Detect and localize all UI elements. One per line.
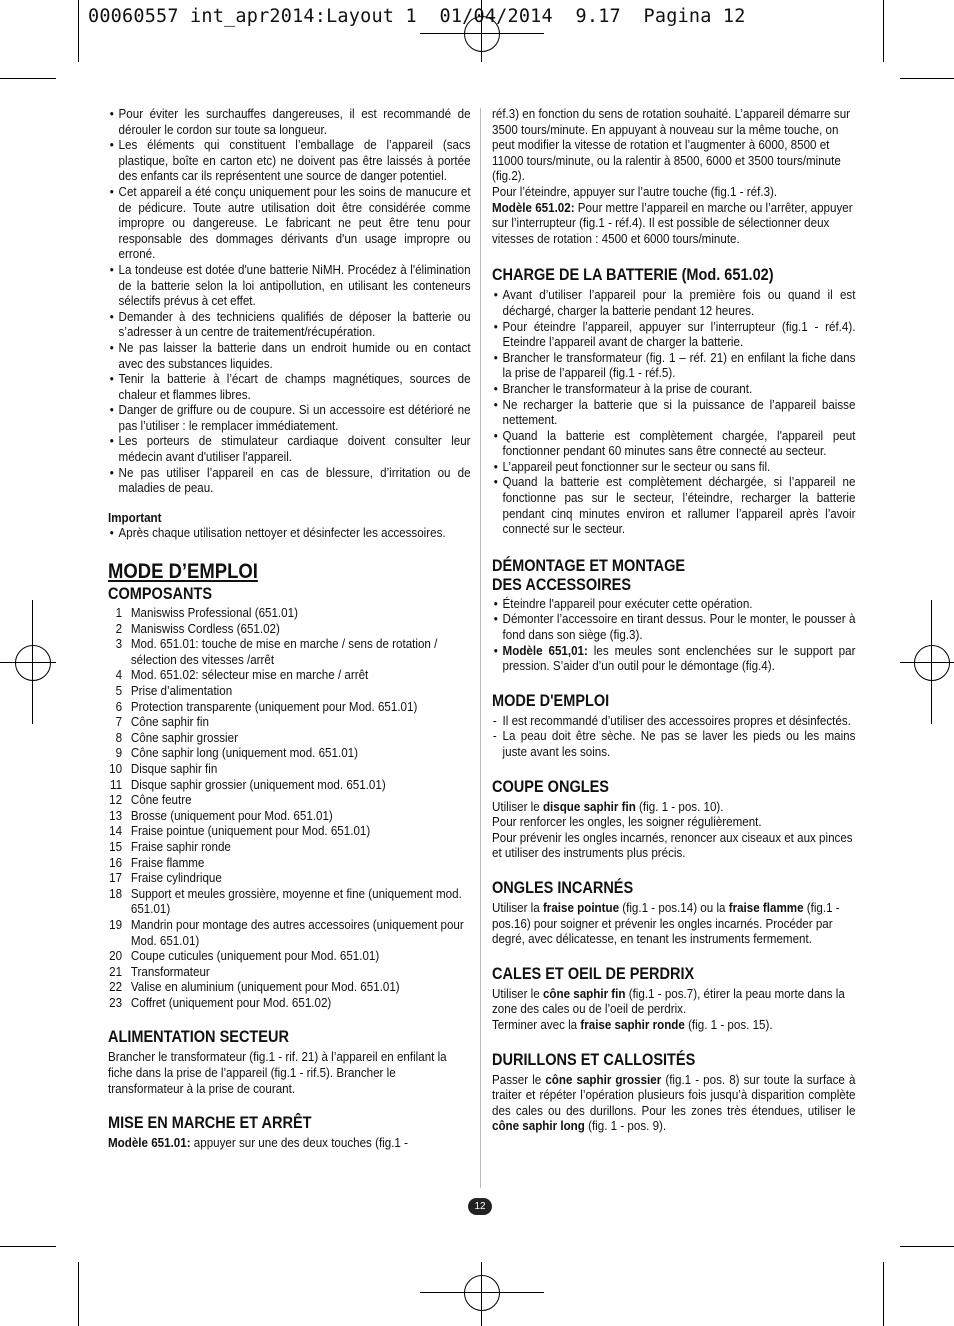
component-item — [108, 745, 471, 761]
crop-mark — [78, 0, 79, 62]
section-title-alimentation: ALIMENTATION SECTEUR — [108, 1028, 289, 1047]
component-number: 10 — [109, 760, 123, 776]
charge-item: • Quand la batterie est complètement déchargée, si l’appareil ne fonctionne pas sur le secteur, l’éteindre, recharger la batterie pendant cinq minutes environ et rallumer l’appareil après l’avoir connecté sur le secteur. — [492, 474, 855, 536]
component-label: Valise en aluminium (uniquement pour Mod. 651.01) — [130, 979, 400, 995]
coupe-text — [492, 799, 855, 815]
component-item — [108, 808, 471, 824]
safety-item: • La tondeuse est dotée d'une batterie NiMH. Procédez à l'élimination de la batterie selon la loi antipollution, en utilisant les conteneurs sélectifs prévus à cet effet. — [108, 262, 471, 309]
component-label: Brosse (uniquement pour Mod. 651.01) — [130, 807, 333, 823]
demontage-item — [492, 643, 855, 674]
component-item — [108, 730, 471, 746]
component-number: 20 — [109, 948, 123, 964]
demontage-text: les meules sont enclenchées sur le support par pression. S’aider d’un outil pour le démontage (fig.4). — [502, 642, 856, 674]
component-number: 13 — [109, 807, 123, 823]
alimentation-text: Brancher le transformateur (fig.1 - rif. 21) à l’appareil en enfilant la fiche dans la prise de l’appareil (fig.1 - rif.5). Brancher le transformateur à la prise de courant. — [108, 1049, 447, 1096]
component-number: 7 — [115, 714, 123, 730]
safety-item: • Demander à des techniciens qualifiés de déposer la batterie ou s’adresser à un centre de traitement/récupération. — [108, 309, 471, 340]
component-label: Support et meules grossière, moyenne et fine (uniquement mod. 651.01) — [130, 885, 462, 917]
component-number: 16 — [109, 854, 123, 870]
section-title-demontage: DÉMONTAGE ET MONTAGE — [492, 556, 686, 575]
component-item — [108, 621, 471, 637]
component-number: 17 — [109, 870, 123, 886]
section-title-coupe-ongles: COUPE ONGLES — [492, 777, 609, 796]
text-run: (fig. 1 - pos. 15). — [684, 1016, 773, 1032]
mode-item: - La peau doit être sèche. Ne pas se laver les pieds ou les mains juste avant les soins. — [492, 728, 855, 759]
crop-mark — [0, 78, 56, 79]
component-number: 4 — [115, 667, 123, 683]
component-label: Fraise cylindrique — [130, 870, 222, 886]
mise-en-marche-continued: réf.3) en fonction du sens de rotation souhaité. L’appareil démarre sur 3500 tours/minute. En appuyant à nouveau sur la même touche, on peut modifier la vitesse de rotation et l’augmenter à 6000, 8500 et 11000 tours/minute, ou la ralentir à 8500, 6000 et 3500 tours/minute (fig.2). — [492, 106, 851, 184]
component-label: Disque saphir fin — [130, 760, 218, 776]
text-run: (fig.1 - pos.16) pour soigner et prévenir les ongles incarnés. Procéder par degré, avec délicatesse, en tenant les instruments fermement. — [492, 899, 840, 947]
component-number: 12 — [109, 792, 123, 808]
safety-list — [108, 106, 471, 496]
section-title-charge: CHARGE DE LA BATTERIE (Mod. 651.02) — [492, 266, 774, 285]
component-item — [108, 948, 471, 964]
accessory-name: disque saphir fin — [542, 798, 636, 814]
safety-item: • Les porteurs de stimulateur cardiaque doivent consulter leur médecin avant d'utiliser l'appareil. — [108, 433, 471, 464]
accessory-name: fraise saphir ronde — [580, 1016, 685, 1032]
component-number: 15 — [109, 838, 123, 854]
component-item — [108, 886, 471, 917]
registration-circle — [15, 645, 51, 681]
component-number: 1 — [115, 605, 123, 621]
component-item — [108, 761, 471, 777]
mise-en-marche-text — [108, 1135, 471, 1151]
component-item — [108, 823, 471, 839]
component-item — [108, 917, 471, 948]
component-number: 21 — [109, 963, 123, 979]
component-number: 3 — [115, 636, 123, 652]
component-number: 23 — [109, 994, 123, 1010]
charge-item: • Pour éteindre l’appareil, appuyer sur l’interrupteur (fig.1 - réf.4). Eteindre l’appareil avant de charger la batterie. — [492, 319, 855, 350]
component-label: Transformateur — [130, 963, 210, 979]
page-number: 12 — [468, 1198, 492, 1215]
component-number: 2 — [115, 620, 123, 636]
component-item — [108, 979, 471, 995]
safety-item: • Ne pas utiliser l’appareil en cas de blessure, d’irritation ou de maladies de peau. — [108, 465, 471, 496]
component-item — [108, 855, 471, 871]
coupe-text-2: Pour renforcer les ongles, les soigner régulièrement. — [492, 814, 762, 830]
accessory-name: fraise pointue — [542, 899, 620, 915]
charge-item: • L’appareil peut fonctionner sur le secteur ou sans fil. — [492, 459, 855, 475]
safety-item: • Cet appareil a été conçu uniquement pour les soins de manucure et de pédicure. Toute autre utilisation doit être considérée comme impropre ou dangereuse. Le fabricant ne peut être tenu pour responsable des dommages dérivants d'un usage impropre ou erroné. — [108, 184, 471, 262]
print-slug: 00060557 int_apr2014:Layout 1 01/04/2014 9.17 Pagina 12 — [88, 6, 746, 27]
charge-item: • Quand la batterie est complètement chargée, l'appareil peut fonctionner pendant 60 minutes sans être connecté au secteur. — [492, 428, 855, 459]
durillons-text — [492, 1072, 855, 1134]
model-label: Modèle 651,01: — [502, 642, 588, 658]
component-label: Maniswiss Cordless (651.02) — [130, 620, 280, 636]
section-title-mise-en-marche: MISE EN MARCHE ET ARRÊT — [108, 1114, 312, 1133]
left-column — [108, 106, 471, 1151]
demontage-item: • Démonter l’accessoire en tirant dessus. Pour le monter, le pousser à fond dans son siège (fig.3). — [492, 611, 855, 642]
component-item — [108, 683, 471, 699]
model-label: Modèle 651.01: — [108, 1135, 191, 1151]
mise-off-text: Pour l’éteindre, appuyer sur l’autre touche (fig.1 - réf.3). — [492, 183, 778, 199]
demontage-item: • Éteindre l'appareil pour exécuter cette opération. — [492, 596, 855, 612]
component-label: Mandrin pour montage des autres accessoires (uniquement pour Mod. 651.01) — [130, 916, 464, 948]
section-title-durillons: DURILLONS ET CALLOSITÉS — [492, 1050, 696, 1069]
component-label: Disque saphir grossier (uniquement mod. 651.01) — [130, 776, 386, 792]
section-title-ongles-incarnes: ONGLES INCARNÉS — [492, 878, 634, 897]
component-label: Fraise pointue (uniquement pour Mod. 651.01) — [130, 823, 371, 839]
cales-text-2 — [492, 1017, 855, 1033]
accessory-name: fraise flamme — [728, 899, 804, 915]
component-number: 11 — [110, 776, 123, 792]
component-number: 18 — [109, 885, 123, 901]
component-label: Cône saphir grossier — [130, 729, 238, 745]
model-text: Pour mettre l’appareil en marche ou l’arrêter, appuyer sur l’interrupteur (fig.1 - réf.4). Il est possible de sélectionner deux vitesses de rotation : 4500 et 6000 tours/minute. — [492, 199, 853, 246]
section-title-mode: MODE D’EMPLOI — [108, 560, 258, 584]
crop-mark — [883, 0, 884, 62]
section-title-mode-emploi: MODE D'EMPLOI — [492, 691, 610, 710]
component-label: Prise d’alimentation — [130, 683, 233, 698]
crop-mark — [900, 78, 954, 79]
component-number: 9 — [115, 745, 123, 761]
component-label: Coffret (uniquement pour Mod. 651.02) — [130, 994, 332, 1010]
section-title-components: COMPOSANTS — [108, 585, 213, 604]
model-label: Modèle 651.02: — [492, 199, 575, 215]
text-run: Terminer avec la — [492, 1016, 581, 1032]
component-item — [108, 995, 471, 1011]
component-label: Fraise flamme — [130, 854, 205, 870]
registration-circle — [914, 645, 950, 681]
crop-mark — [900, 1246, 954, 1247]
safety-item: • Tenir la batterie à l’écart de champs magnétiques, sources de chaleur et flammes libres. — [108, 371, 471, 402]
component-label: Cône saphir long (uniquement mod. 651.01) — [130, 745, 358, 761]
text-run: Utiliser le — [492, 798, 543, 814]
text-run: Utiliser la — [492, 899, 543, 915]
component-item — [108, 870, 471, 886]
accessory-name: cône saphir grossier — [545, 1071, 662, 1087]
incarnes-text — [492, 900, 855, 947]
text-run: (fig.1 - pos. 8) sur toute la surface à traiter et répéter l’opération plusieurs fois jusqu’à disparition complète des cales ou des durillons. Pour les zones très étendues, utiliser le — [492, 1071, 856, 1118]
coupe-text-3: Pour prévenir les ongles incarnés, renoncer aux ciseaux et aux pinces et utiliser des instruments plus précis. — [492, 829, 853, 861]
component-label: Cône feutre — [130, 792, 192, 808]
accessory-name: cône saphir long — [492, 1118, 585, 1134]
component-label: Cône saphir fin — [130, 714, 209, 730]
charge-item: • Brancher le transformateur à la prise de courant. — [492, 381, 855, 397]
charge-item: • Ne recharger la batterie que si la puissance de l’appareil baisse nettement. — [492, 397, 855, 428]
text-run: Passer le — [492, 1071, 546, 1087]
text-run: Utiliser le — [492, 985, 543, 1001]
text-run: (fig.1 - pos.14) ou la — [619, 899, 729, 915]
component-item — [108, 964, 471, 980]
component-item — [108, 605, 471, 621]
safety-item: • Danger de griffure ou de coupure. Si un accessoire est détérioré ne pas l’utiliser : le remplacer immédiatement. — [108, 402, 471, 433]
component-number: 8 — [115, 729, 123, 745]
component-label: Coupe cuticules (uniquement pour Mod. 651.01) — [130, 948, 380, 964]
component-item — [108, 636, 471, 667]
component-number: 14 — [109, 823, 123, 839]
text-run: (fig.1 - pos.7), étirer la peau morte dans la zone des cales ou de l’oeil de perdrix. — [492, 985, 845, 1017]
cales-text — [492, 986, 855, 1017]
mode-item: - Il est recommandé d’utiliser des accessoires propres et désinfectés. — [492, 713, 855, 729]
model-651-02-text — [492, 200, 855, 247]
component-label: Fraise saphir ronde — [130, 838, 231, 854]
important-label: Important — [108, 509, 162, 525]
charge-item: • Brancher le transformateur (fig. 1 – réf. 21) en enfilant la fiche dans la prise de l’appareil (fig.1 - réf.5). — [492, 350, 855, 381]
safety-item: • Les éléments qui constituent l’emballage de l’appareil (sacs plastique, boîte en carton etc) ne doivent pas être laissés à portée des enfants car ils représentent une source de danger potentiel. — [108, 137, 471, 184]
crop-mark — [0, 1246, 56, 1247]
mise-text: appuyer sur une des deux touches (fig.1 - — [190, 1135, 408, 1151]
component-number: 5 — [115, 683, 123, 698]
charge-list — [492, 287, 855, 537]
component-item — [108, 667, 471, 683]
component-item — [108, 714, 471, 730]
component-item — [108, 777, 471, 793]
component-label: Maniswiss Professional (651.01) — [130, 605, 298, 621]
component-number: 19 — [109, 916, 123, 932]
text-run: (fig. 1 - pos. 10). — [635, 798, 724, 814]
component-label: Protection transparente (uniquement pour Mod. 651.01) — [130, 698, 418, 714]
safety-item: • Pour éviter les surchauffes dangereuses, il est recommandé de dérouler le cordon sur toute sa longueur. — [108, 106, 471, 137]
accessory-name: cône saphir fin — [542, 985, 626, 1001]
component-label: Mod. 651.01: touche de mise en marche / sens de rotation / sélection des vitesses /arrêt — [130, 636, 438, 667]
section-title-demontage-2: DES ACCESSOIRES — [492, 575, 632, 594]
component-item — [108, 839, 471, 855]
component-number: 6 — [115, 698, 123, 714]
component-item — [108, 699, 471, 715]
crop-mark — [883, 1262, 884, 1326]
section-title-cales: CALES ET OEIL DE PERDRIX — [492, 964, 695, 983]
crop-mark — [78, 1262, 79, 1326]
important-item: • Après chaque utilisation nettoyer et désinfecter les accessoires. — [108, 525, 471, 541]
text-run: (fig. 1 - pos. 9). — [584, 1118, 667, 1134]
components-list — [108, 605, 471, 1010]
safety-item: • Ne pas laisser la batterie dans un endroit humide ou en contact avec des substances liquides. — [108, 340, 471, 371]
component-number: 22 — [109, 979, 123, 995]
column-divider — [480, 108, 481, 1188]
registration-circle — [464, 1275, 500, 1311]
component-item — [108, 792, 471, 808]
charge-item: • Avant d’utiliser l’appareil pour la première fois ou quand il est déchargé, charger la batterie pendant 12 heures. — [492, 287, 855, 318]
right-column — [492, 106, 855, 1134]
component-label: Mod. 651.02: sélecteur mise en marche / arrêt — [130, 667, 369, 683]
